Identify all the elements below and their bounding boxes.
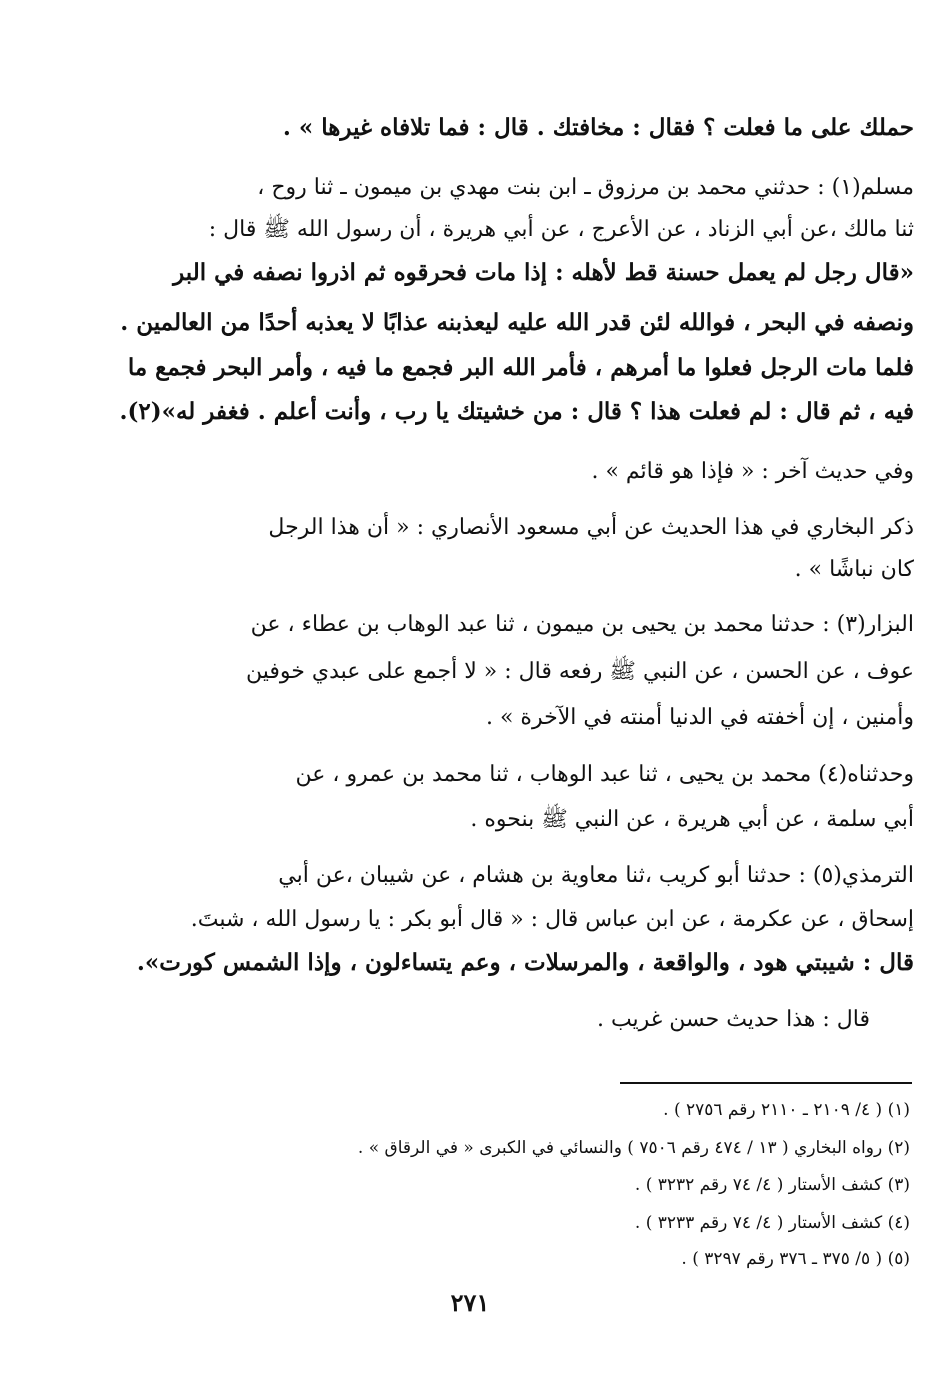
text-line-2: مسلم(١) : حدثني محمد بن مرزوق ـ ابن بنت مهدي بن ميمون ـ ثنا روح ، (257, 175, 914, 200)
text-line-17: إسحاق ، عن عكرمة ، عن ابن عباس قال : « قال أبو بكر : يا رسول الله ، شبتَ. (190, 907, 914, 932)
footnote-1: (١) ( ٤/ ٢١٠٩ ـ ٢١١٠ رقم ٢٧٥٦ ) . (663, 1100, 910, 1120)
text-line-13: وأمنين ، إن أخفته في الدنيا أمنته في الآخرة » . (485, 705, 914, 730)
text-line-7: فيه ، ثم قال : لم فعلت هذا ؟ قال : من خشيتك يا رب ، وأنت أعلم . فغفر له»(٢). (119, 398, 914, 425)
text-line-4: «قال رجل لم يعمل حسنة قط لأهله : إذا مات فحرقوه ثم اذروا نصفه في البر (173, 259, 914, 286)
text-line-14: وحدثناه(٤) محمد بن يحيى ، ثنا عبد الوهاب ، ثنا محمد بن عمرو ، عن (295, 762, 914, 787)
text-line-10: كان نباشًا » . (794, 557, 914, 582)
text-line-5: ونصفه في البحر ، فوالله لئن قدر الله عليه ليعذبنه عذابًا لا يعذبه أحدًا من العالمين . (120, 309, 914, 336)
text-line-11: البزار(٣) : حدثنا محمد بن يحيى بن ميمون ، ثنا عبد الوهاب بن عطاء ، عن (250, 612, 914, 637)
footnote-3: (٣) كشف الأستار ( ٤/ ٧٤ رقم ٣٢٣٢ ) . (634, 1175, 910, 1195)
text-line-8: وفي حديث آخر : « فإذا هو قائم » . (591, 459, 914, 484)
text-line-12: عوف ، عن الحسن ، عن النبي ﷺ رفعه قال : « لا أجمع على عبدي خوفين (246, 659, 914, 684)
text-line-6: فلما مات الرجل فعلوا ما أمرهم ، فأمر الله البر فجمع ما فيه ، وأمر البحر فجمع ما (127, 354, 914, 381)
page-number: ٢٧١ (450, 1288, 490, 1317)
text-line-9: ذكر البخاري في هذا الحديث عن أبي مسعود الأنصاري : « أن هذا الرجل (268, 515, 914, 540)
footnote-separator (620, 1082, 912, 1084)
footnote-4: (٤) كشف الأستار ( ٤/ ٧٤ رقم ٣٢٣٣ ) . (634, 1213, 910, 1233)
text-line-3: ثنا مالك ،عن أبي الزناد ، عن الأعرج ، عن أبي هريرة ، أن رسول الله ﷺ قال : (208, 217, 914, 242)
text-line-19: قال : هذا حديث حسن غريب . (596, 1007, 870, 1032)
text-line-16: الترمذي(٥) : حدثنا أبو كريب ،ثنا معاوية بن هشام ، عن شيبان ،عن أبي (278, 863, 914, 888)
text-line-18: قال : شيبتي هود ، والواقعة ، والمرسلات ، وعم يتساءلون ، وإذا الشمس كورت». (136, 949, 914, 976)
footnote-5: (٥) ( ٥/ ٣٧٥ ـ ٣٧٦ رقم ٣٢٩٧ ) . (681, 1249, 910, 1269)
text-line-1: حملك على ما فعلت ؟ فقال : مخافتك . قال : فما تلافاه غيرها » . (282, 114, 914, 141)
footnote-2: (٢) رواه البخاري ( ١٣ / ٤٧٤ رقم ٧٥٠٦ ) والنسائي في الكبرى « في الرقاق » . (357, 1138, 910, 1158)
text-line-15: أبي سلمة ، عن أبي هريرة ، عن النبي ﷺ بنحوه . (470, 807, 914, 832)
